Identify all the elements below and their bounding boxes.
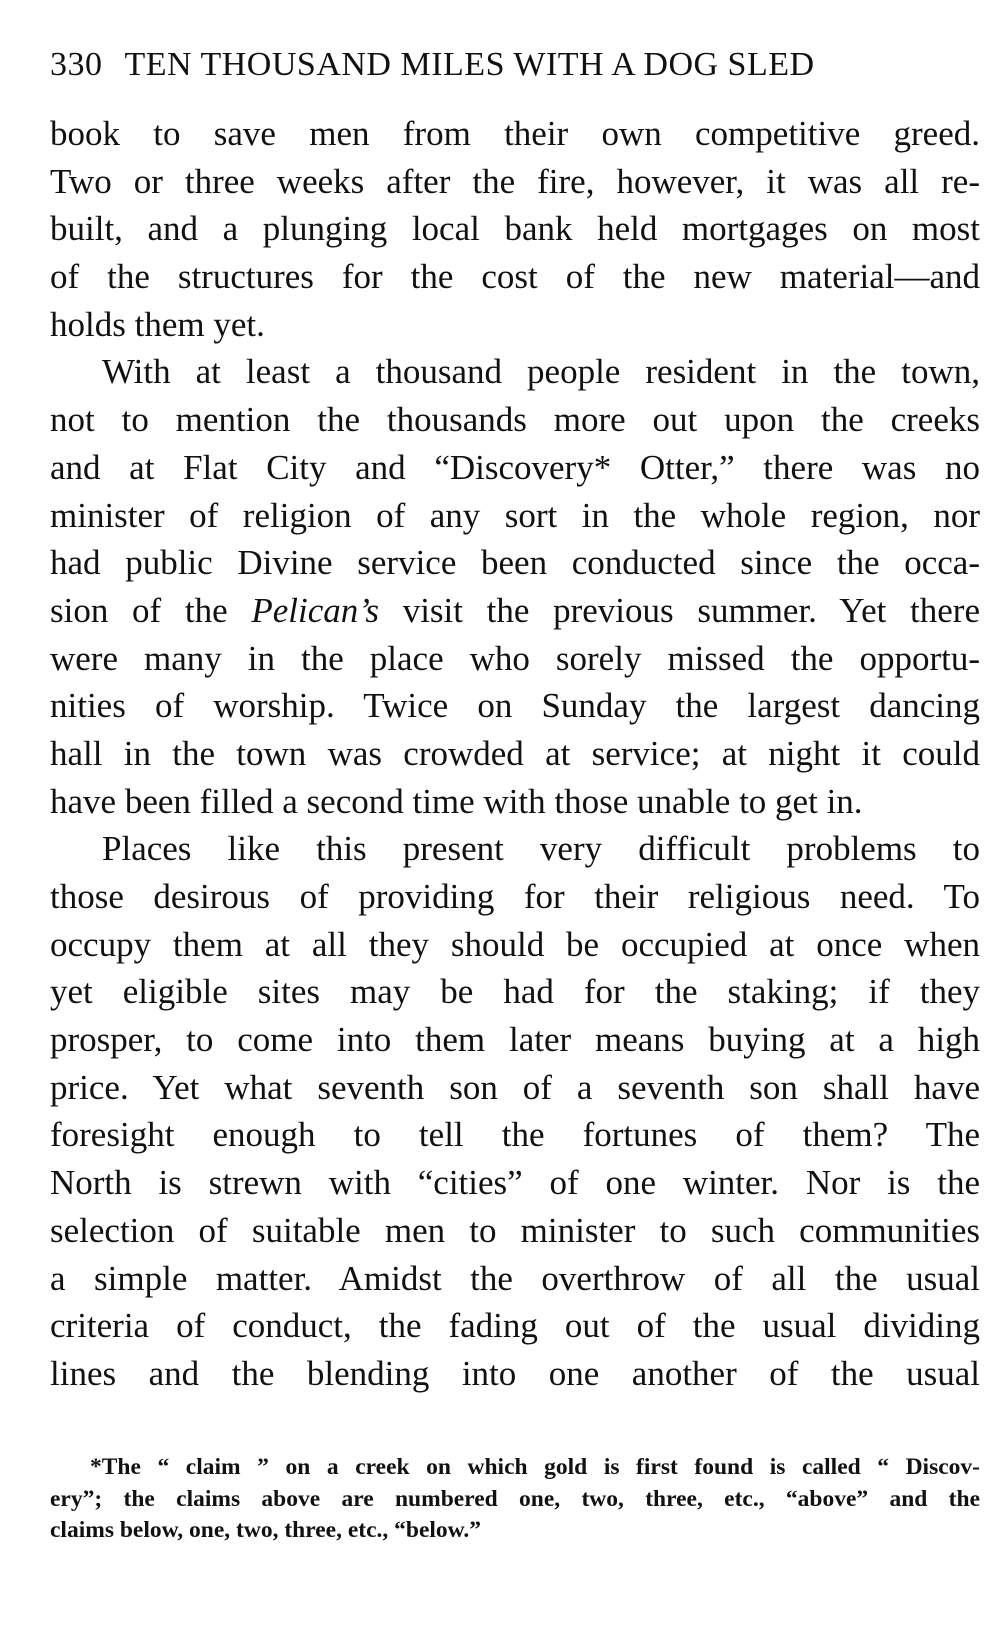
text-line: minister of religion of any sort in the whole region, nor	[50, 495, 980, 535]
text-line: occupy them at all they should be occupied at once when	[50, 924, 980, 964]
text-line: criteria of conduct, the fading out of the usual dividing	[50, 1306, 980, 1346]
text-run: visit the previous summer. Yet there	[379, 590, 980, 630]
footnote	[50, 1452, 980, 1547]
ship-name-italic: Pelican’s	[251, 590, 379, 630]
text-line: selection of suitable men to minister to such communities	[50, 1210, 980, 1250]
text-line: hall in the town was crowded at service; at night it could	[50, 733, 980, 773]
text-line: nities of worship. Twice on Sunday the largest dancing	[50, 686, 980, 726]
text-line: North is strewn with “cities” of one winter. Nor is the	[50, 1163, 980, 1203]
text-line: price. Yet what seventh son of a seventh son shall have	[50, 1067, 980, 1107]
text-line: built, and a plunging local bank held mortgages on most	[50, 209, 980, 249]
page-number: 330	[50, 46, 103, 83]
text-line: those desirous of providing for their religious need. To	[50, 877, 980, 916]
text-line: and at Flat City and “Discovery* Otter,” there was no	[50, 447, 980, 487]
footnote-line: ery”; the claims above are numbered one, two, three, etc., “above” and the	[50, 1485, 980, 1512]
text-line: prosper, to come into them later means buying at a high	[50, 1020, 980, 1060]
paragraph-start-line: With at least a thousand people resident in the town,	[102, 352, 980, 392]
text-line: have been filled a second time with those unable to get in.	[50, 781, 863, 821]
text-line: Two or three weeks after the fire, however, it was all re-	[50, 161, 980, 201]
body-text	[50, 110, 980, 1398]
text-line-with-italic	[50, 587, 980, 635]
running-head	[50, 40, 980, 90]
text-line: a simple matter. Amidst the overthrow of all the usual	[50, 1258, 980, 1298]
footnote-line: claims below, one, two, three, etc., “below.”	[50, 1517, 481, 1543]
text-line: foresight enough to tell the fortunes of them? The	[50, 1115, 980, 1155]
running-title: TEN THOUSAND MILES WITH A DOG SLED	[124, 46, 815, 83]
text-run: sion of the	[50, 590, 252, 630]
text-line: yet eligible sites may be had for the staking; if they	[50, 972, 980, 1012]
paragraph-start-line: Places like this present very difficult problems to	[102, 829, 980, 869]
text-line: lines and the blending into one another of the usual	[50, 1353, 980, 1393]
footnote-line: *The “ claim ” on a creek on which gold is first found is called “ Discov-	[90, 1454, 980, 1480]
text-line: book to save men from their own competitive greed.	[50, 114, 980, 153]
text-line: had public Divine service been conducted since the occa-	[50, 543, 980, 583]
text-line: were many in the place who sorely missed the opportu-	[50, 638, 980, 678]
text-line: holds them yet.	[50, 304, 265, 344]
text-line: of the structures for the cost of the new material—and	[50, 257, 980, 297]
text-line: not to mention the thousands more out upon the creeks	[50, 400, 980, 440]
